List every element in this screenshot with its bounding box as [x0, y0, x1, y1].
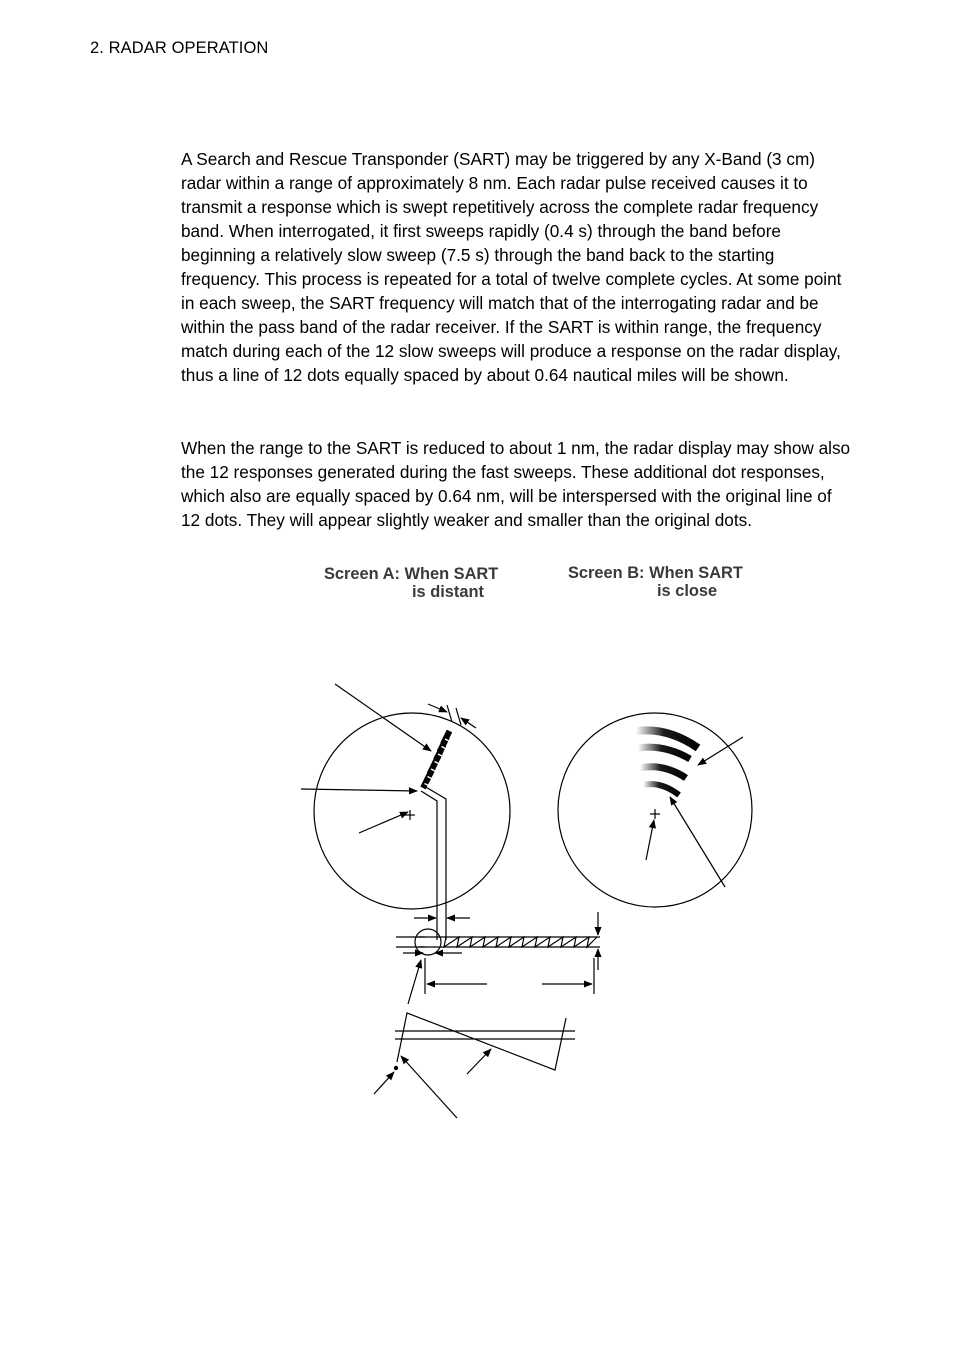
close-range-arcs — [636, 730, 698, 795]
screen-b-title-line1: When SART — [649, 564, 743, 582]
screen-b-title-line2: is close — [657, 582, 718, 600]
sart-dot-line — [423, 731, 450, 788]
paragraph-sart-description: A Search and Rescue Transponder (SART) may be triggered by any X-Band (3 cm) radar within a range of approximately 8 nm. Each radar pulse received causes it to transmit a response which is swept repetitively across the complete radar frequency band. When interrogated, it first sweeps rapidly (0.4 s) through the band before beginning a relatively slow sweep (7.5 s) through the band back to the starting frequency. This process is repeated for a total of twelve complete cycles. At some point in each sweep, the SART frequency will match that of the interrogating radar and be within the pass band of the radar receiver. If the SART is within range, the frequency match during each of the 12 slow sweeps will produce a response on the radar display, thus a line of 12 dots equally spaced by about 0.64 nautical miles will be shown. — [181, 149, 842, 385]
section-header: 2. RADAR OPERATION — [90, 39, 269, 57]
screen-a-title-line2: is distant — [412, 583, 484, 601]
screen-b-label: Screen B: — [568, 564, 645, 582]
sweep-timing-diagram — [374, 1013, 575, 1118]
sart-dot-gaps — [425, 739, 452, 787]
screen-b-circle — [558, 713, 752, 907]
screen-b-display — [558, 713, 752, 907]
screen-a-caption — [324, 565, 498, 601]
screen-a-display — [301, 684, 510, 940]
sweep-waveform — [396, 912, 600, 1004]
paragraph-sart-close-range: When the range to the SART is reduced to about 1 nm, the radar display may show also the 12 responses generated during the fast sweeps. These additional dot responses, which also are equally spaced by 0.64 nm, will be interspersed with the original line of 12 dots. They will appear slightly weaker and smaller than the original dots. — [181, 438, 851, 530]
screen-b-caption — [568, 564, 743, 600]
screen-a-circle — [314, 713, 510, 909]
screen-a-label: Screen A: — [324, 565, 400, 583]
screen-a-title-line1: When SART — [404, 565, 499, 583]
